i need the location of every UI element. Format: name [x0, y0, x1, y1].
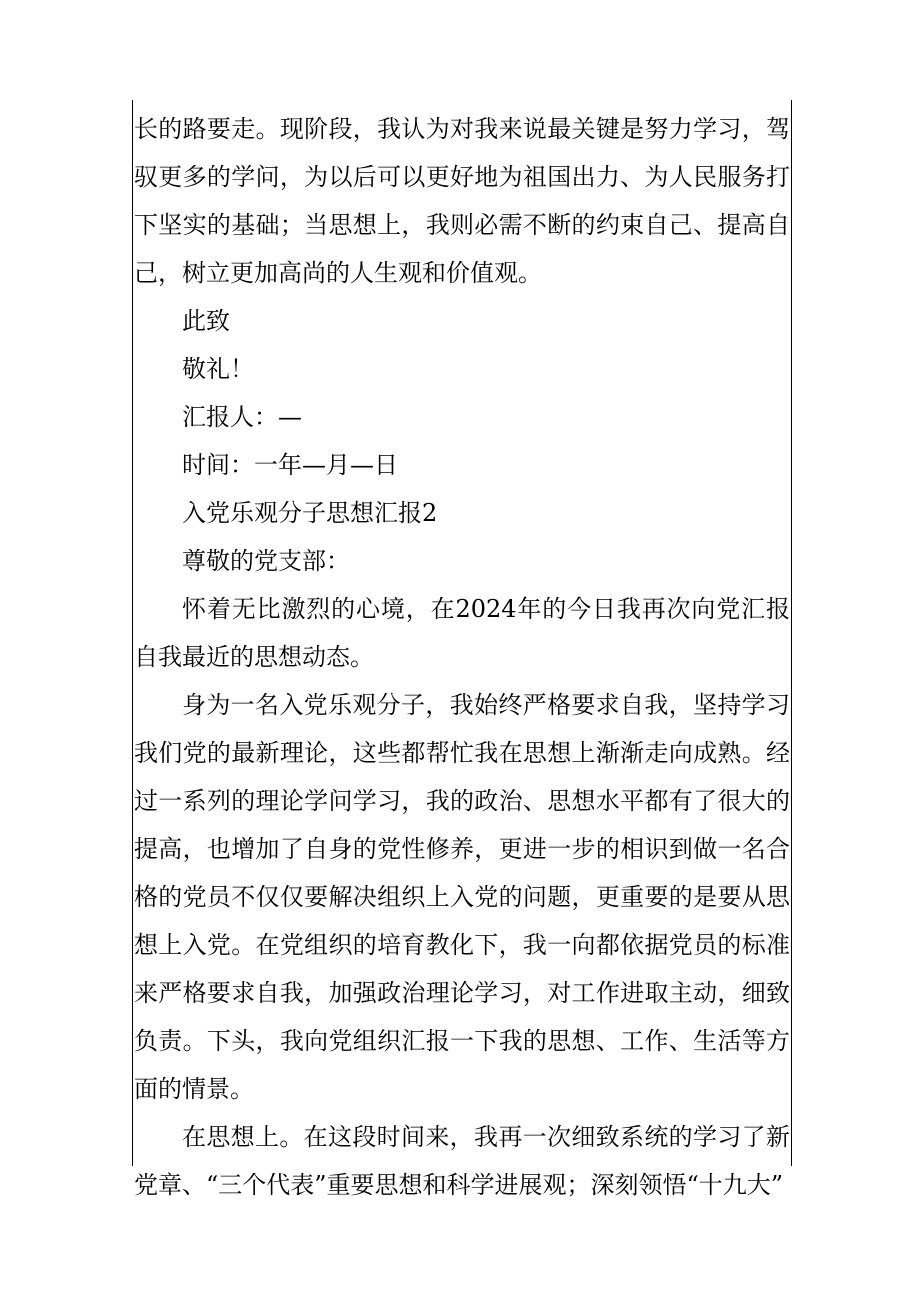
closing-salutation: 此致: [182, 307, 230, 335]
closing-regards: 敬礼！: [182, 355, 254, 383]
reporter-line: 汇报人：—: [182, 403, 302, 431]
paragraph-intro: 怀着无比激烈的心境，在2024年的今日我再次向党汇报自我最近的思想动态。: [134, 595, 790, 671]
document-body: [134, 105, 790, 1209]
section-title: 入党乐观分子思想汇报2: [182, 499, 438, 527]
greeting: 尊敬的党支部：: [182, 547, 350, 575]
date-line: 时间：一年—月—日: [182, 451, 398, 479]
paragraph-thought: 在思想上。在这段时间来，我再一次细致系统的学习了新党章、“三个代表”重要思想和科学进展观；深刻领悟“十九大”: [134, 1123, 790, 1199]
paragraph-continuation: 长的路要走。现阶段，我认为对我来说最关键是努力学习，驾驭更多的学问，为以后可以更好地为祖国出力、为人民服务打下坚实的基础；当思想上，我则必需不断的约束自己、提高自己，树立更加高尚的人生观和价值观。: [134, 115, 790, 287]
paragraph-self-report: 身为一名入党乐观分子，我始终严格要求自我，坚持学习我们党的最新理论，这些都帮忙我在思想上渐渐走向成熟。经过一系列的理论学问学习，我的政治、思想水平都有了很大的提高，也增加了自身的党性修养，更进一步的相识到做一名合格的党员不仅仅要解决组织上入党的问题，更重要的是要从思想上入党。在党组织的培育教化下，我一向都依据党员的标准来严格要求自我，加强政治理论学习，对工作进取主动，细致负责。下头，我向党组织汇报一下我的思想、工作、生活等方面的情景。: [134, 691, 790, 1103]
